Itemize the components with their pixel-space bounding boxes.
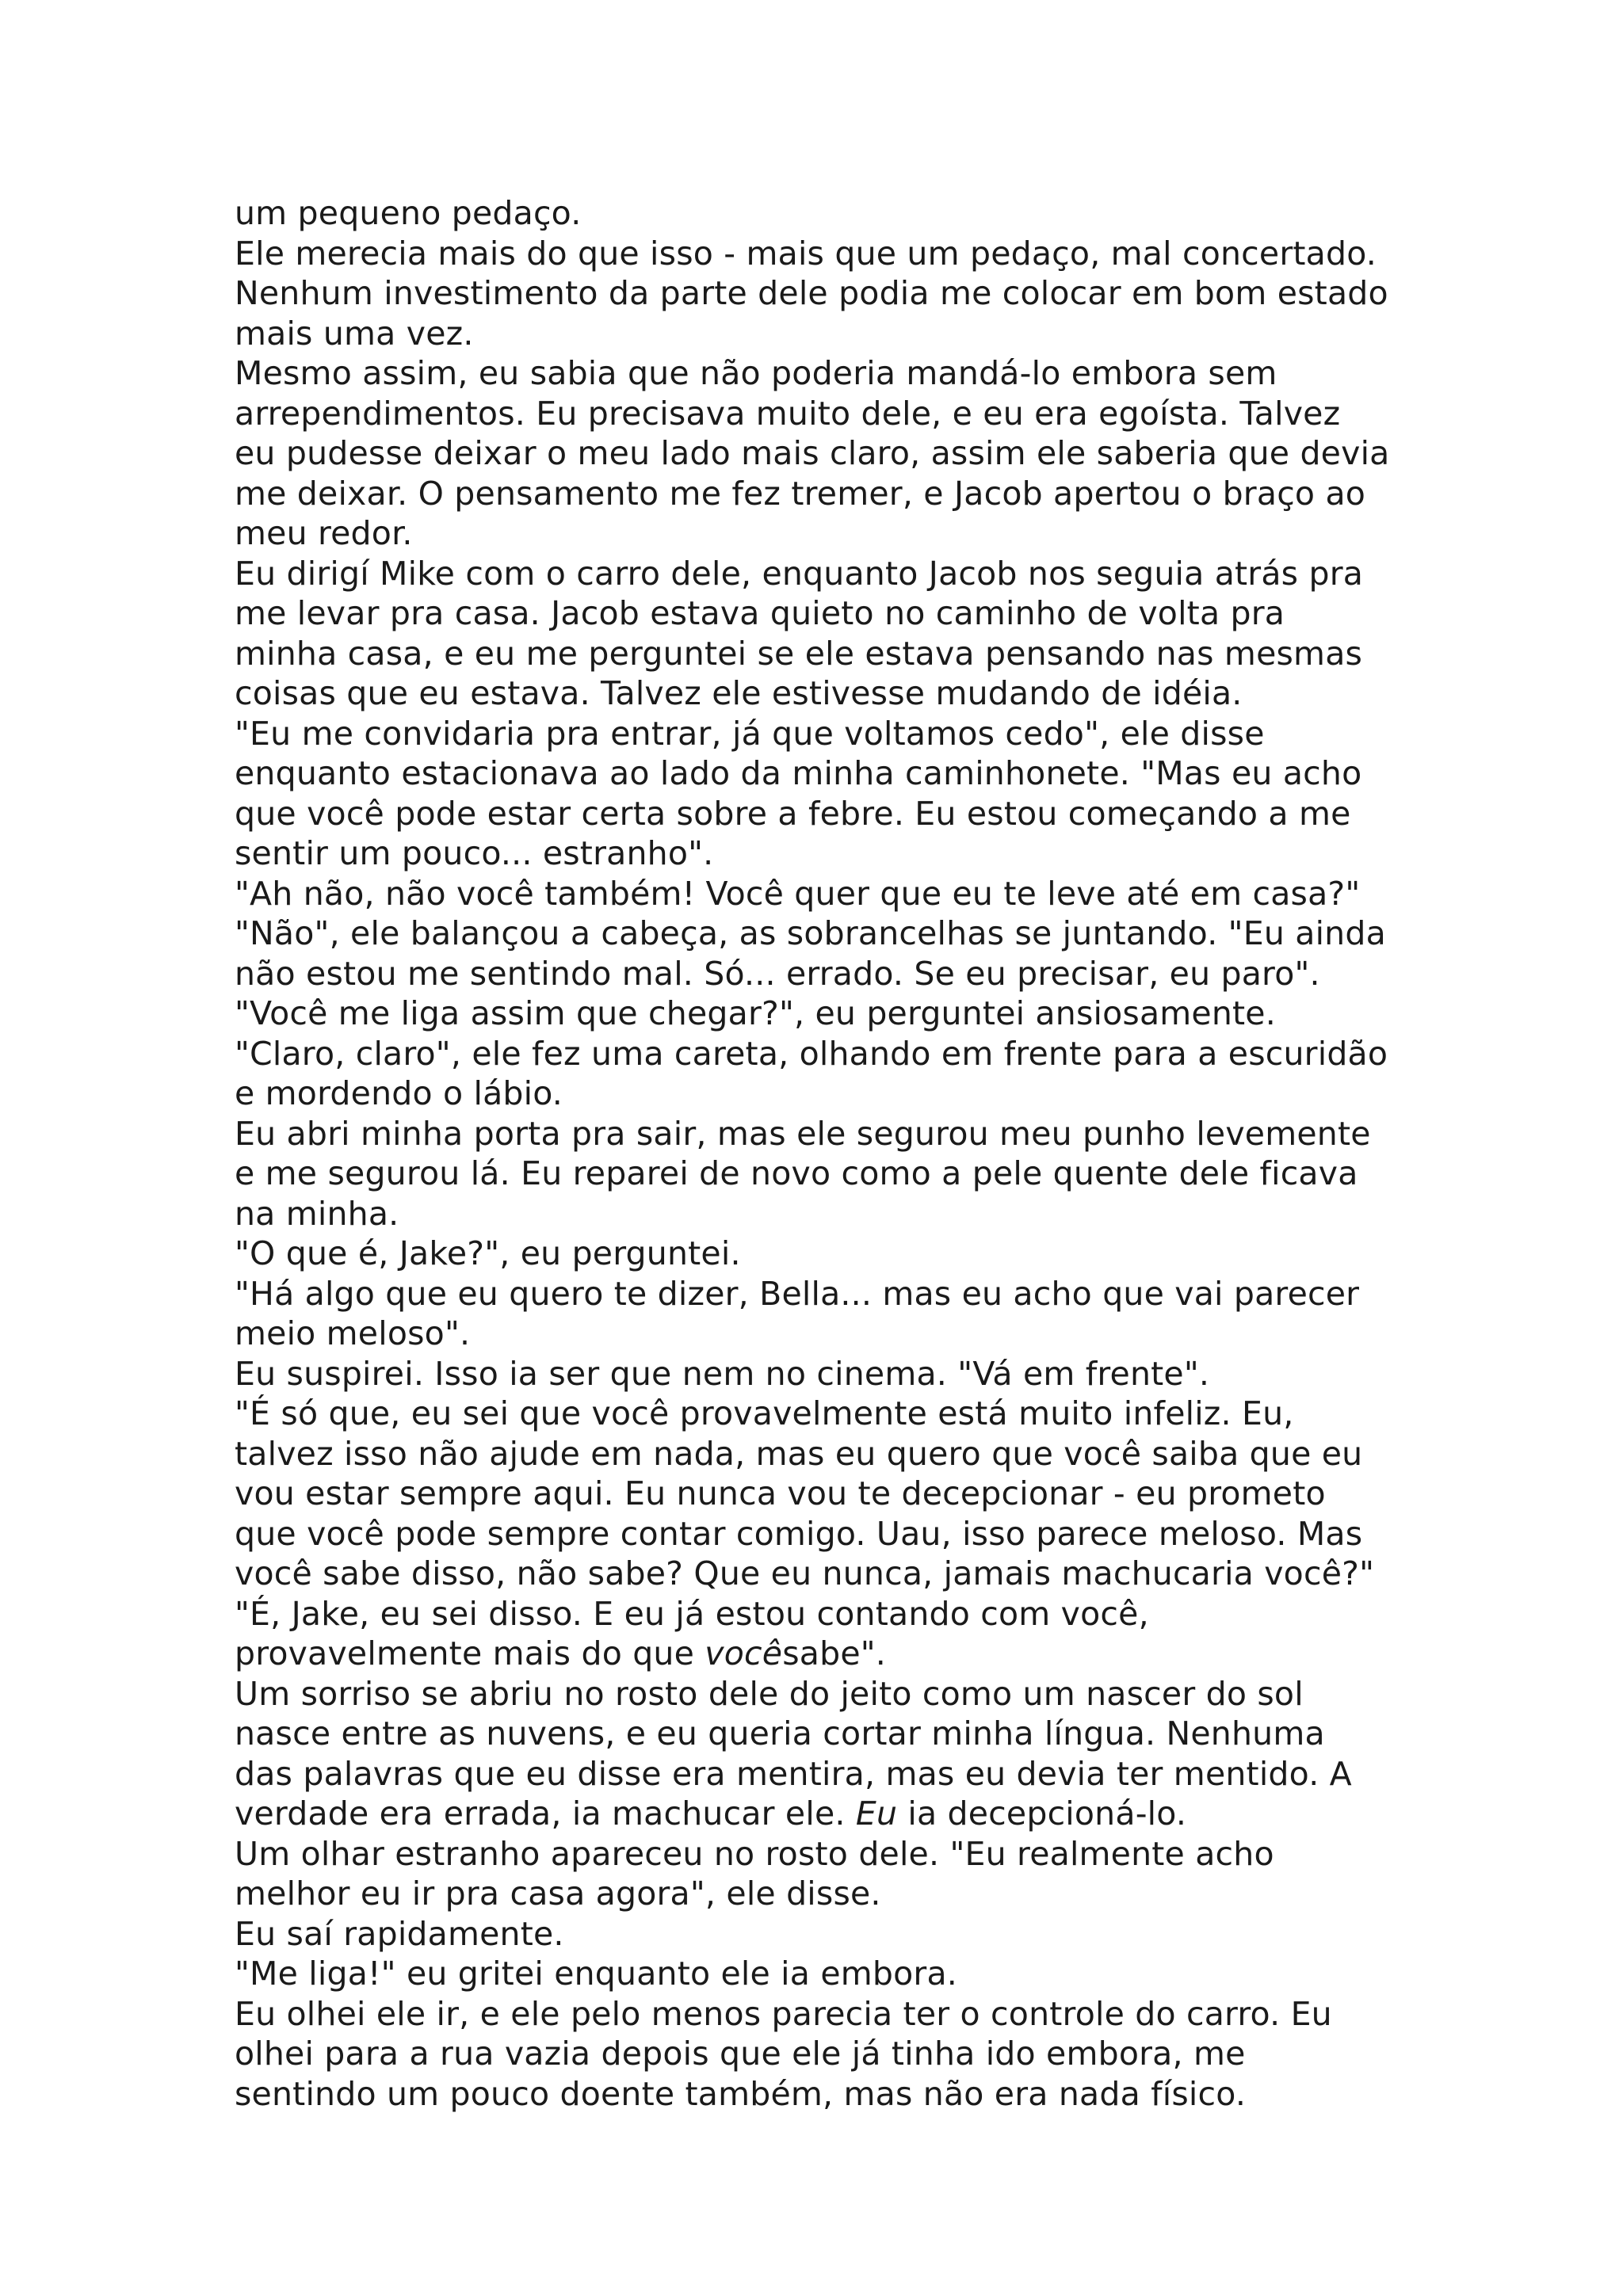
text-segment: ia decepcioná-lo. [897, 1794, 1187, 1833]
text-line: nasce entre as nuvens, e eu queria cortar minha língua. Nenhuma [235, 1714, 1325, 1753]
text-line [235, 1794, 1423, 1834]
text-line: "Ah não, não você também! Você quer que eu te leve até em casa?" [235, 874, 1361, 913]
text-line: Eu saí rapidamente. [235, 1914, 564, 1953]
italic-segment: você [705, 1634, 783, 1672]
text-line: "O que é, Jake?", eu perguntei. [235, 1234, 741, 1272]
text-line: me levar pra casa. Jacob estava quieto no caminho de volta pra [235, 594, 1285, 632]
text-line: melhor eu ir pra casa agora", ele disse. [235, 1875, 881, 1913]
text-line: Um sorriso se abriu no rosto dele do jeito como um nascer do sol [235, 1674, 1304, 1713]
text-line: não estou me sentindo mal. Só... errado. Se eu precisar, eu paro". [235, 954, 1320, 993]
text-line: mais uma vez. [235, 314, 474, 353]
text-line: talvez isso não ajude em nada, mas eu quero que você saiba que eu [235, 1434, 1363, 1473]
text-line: meio meloso". [235, 1314, 471, 1352]
text-line: Nenhum investimento da parte dele podia me colocar em bom estado [235, 274, 1388, 312]
text-line [235, 1634, 1423, 1674]
text-line: "Você me liga assim que chegar?", eu perguntei ansiosamente. [235, 994, 1276, 1032]
text-line: e me segurou lá. Eu reparei de novo como a pele quente dele ficava [235, 1154, 1358, 1192]
text-segment: verdade era errada, ia machucar ele. [235, 1794, 856, 1833]
text-line: Eu abri minha porta pra sair, mas ele segurou meu punho levemente [235, 1114, 1371, 1153]
text-line: "Me liga!" eu gritei enquanto ele ia embora. [235, 1955, 958, 1993]
text-line: Eu dirigí Mike com o carro dele, enquanto Jacob nos seguia atrás pra [235, 554, 1364, 593]
italic-segment: Eu [855, 1794, 898, 1833]
text-line: meu redor. [235, 514, 413, 552]
text-line: coisas que eu estava. Talvez ele estivesse mudando de idéia. [235, 674, 1243, 712]
text-line: sentindo um pouco doente também, mas não era nada físico. [235, 2074, 1247, 2113]
text-line: "É só que, eu sei que você provavelmente está muito infeliz. Eu, [235, 1394, 1294, 1432]
text-line: Mesmo assim, eu sabia que não poderia mandá-lo embora sem [235, 354, 1277, 392]
text-line: "Não", ele balançou a cabeça, as sobrancelhas se juntando. "Eu ainda [235, 914, 1386, 952]
text-line: Um olhar estranho apareceu no rosto dele. "Eu realmente acho [235, 1834, 1274, 1873]
text-line: "Há algo que eu quero te dizer, Bella... mas eu acho que vai parecer [235, 1274, 1360, 1313]
text-line: um pequeno pedaço. [235, 194, 582, 232]
text-line: vou estar sempre aqui. Eu nunca vou te decepcionar - eu prometo [235, 1474, 1326, 1512]
text-line: você sabe disso, não sabe? Que eu nunca, jamais machucaria você?" [235, 1554, 1375, 1592]
text-line: me deixar. O pensamento me fez tremer, e Jacob apertou o braço ao [235, 474, 1366, 513]
text-line: que você pode estar certa sobre a febre. Eu estou começando a me [235, 794, 1351, 833]
text-line: das palavras que eu disse era mentira, mas eu devia ter mentido. A [235, 1754, 1352, 1793]
text-segment: sabe". [782, 1634, 887, 1672]
text-line: "Claro, claro", ele fez uma careta, olhando em frente para a escuridão [235, 1034, 1388, 1073]
text-line: enquanto estacionava ao lado da minha caminhonete. "Mas eu acho [235, 754, 1362, 792]
text-line: arrependimentos. Eu precisava muito dele, e eu era egoísta. Talvez [235, 394, 1341, 433]
text-line: "É, Jake, eu sei disso. E eu já estou contando com você, [235, 1594, 1149, 1633]
text-line: olhei para a rua vazia depois que ele já tinha ido embora, me [235, 2035, 1246, 2073]
text-line: sentir um pouco... estranho". [235, 834, 714, 872]
text-line: eu pudesse deixar o meu lado mais claro, assim ele saberia que devia [235, 434, 1390, 472]
text-line: e mordendo o lábio. [235, 1074, 563, 1112]
text-segment: provavelmente mais do que [235, 1634, 705, 1672]
text-line: que você pode sempre contar comigo. Uau, isso parece meloso. Mas [235, 1514, 1363, 1553]
text-line: minha casa, e eu me perguntei se ele estava pensando nas mesmas [235, 634, 1363, 673]
text-line: na minha. [235, 1194, 399, 1233]
body-text [235, 193, 1423, 2114]
text-line: Eu suspirei. Isso ia ser que nem no cinema. "Vá em frente". [235, 1354, 1210, 1393]
text-line: Eu olhei ele ir, e ele pelo menos parecia ter o controle do carro. Eu [235, 1994, 1332, 2033]
text-line: Ele merecia mais do que isso - mais que um pedaço, mal concertado. [235, 234, 1377, 273]
text-line: "Eu me convidaria pra entrar, já que voltamos cedo", ele disse [235, 714, 1265, 753]
